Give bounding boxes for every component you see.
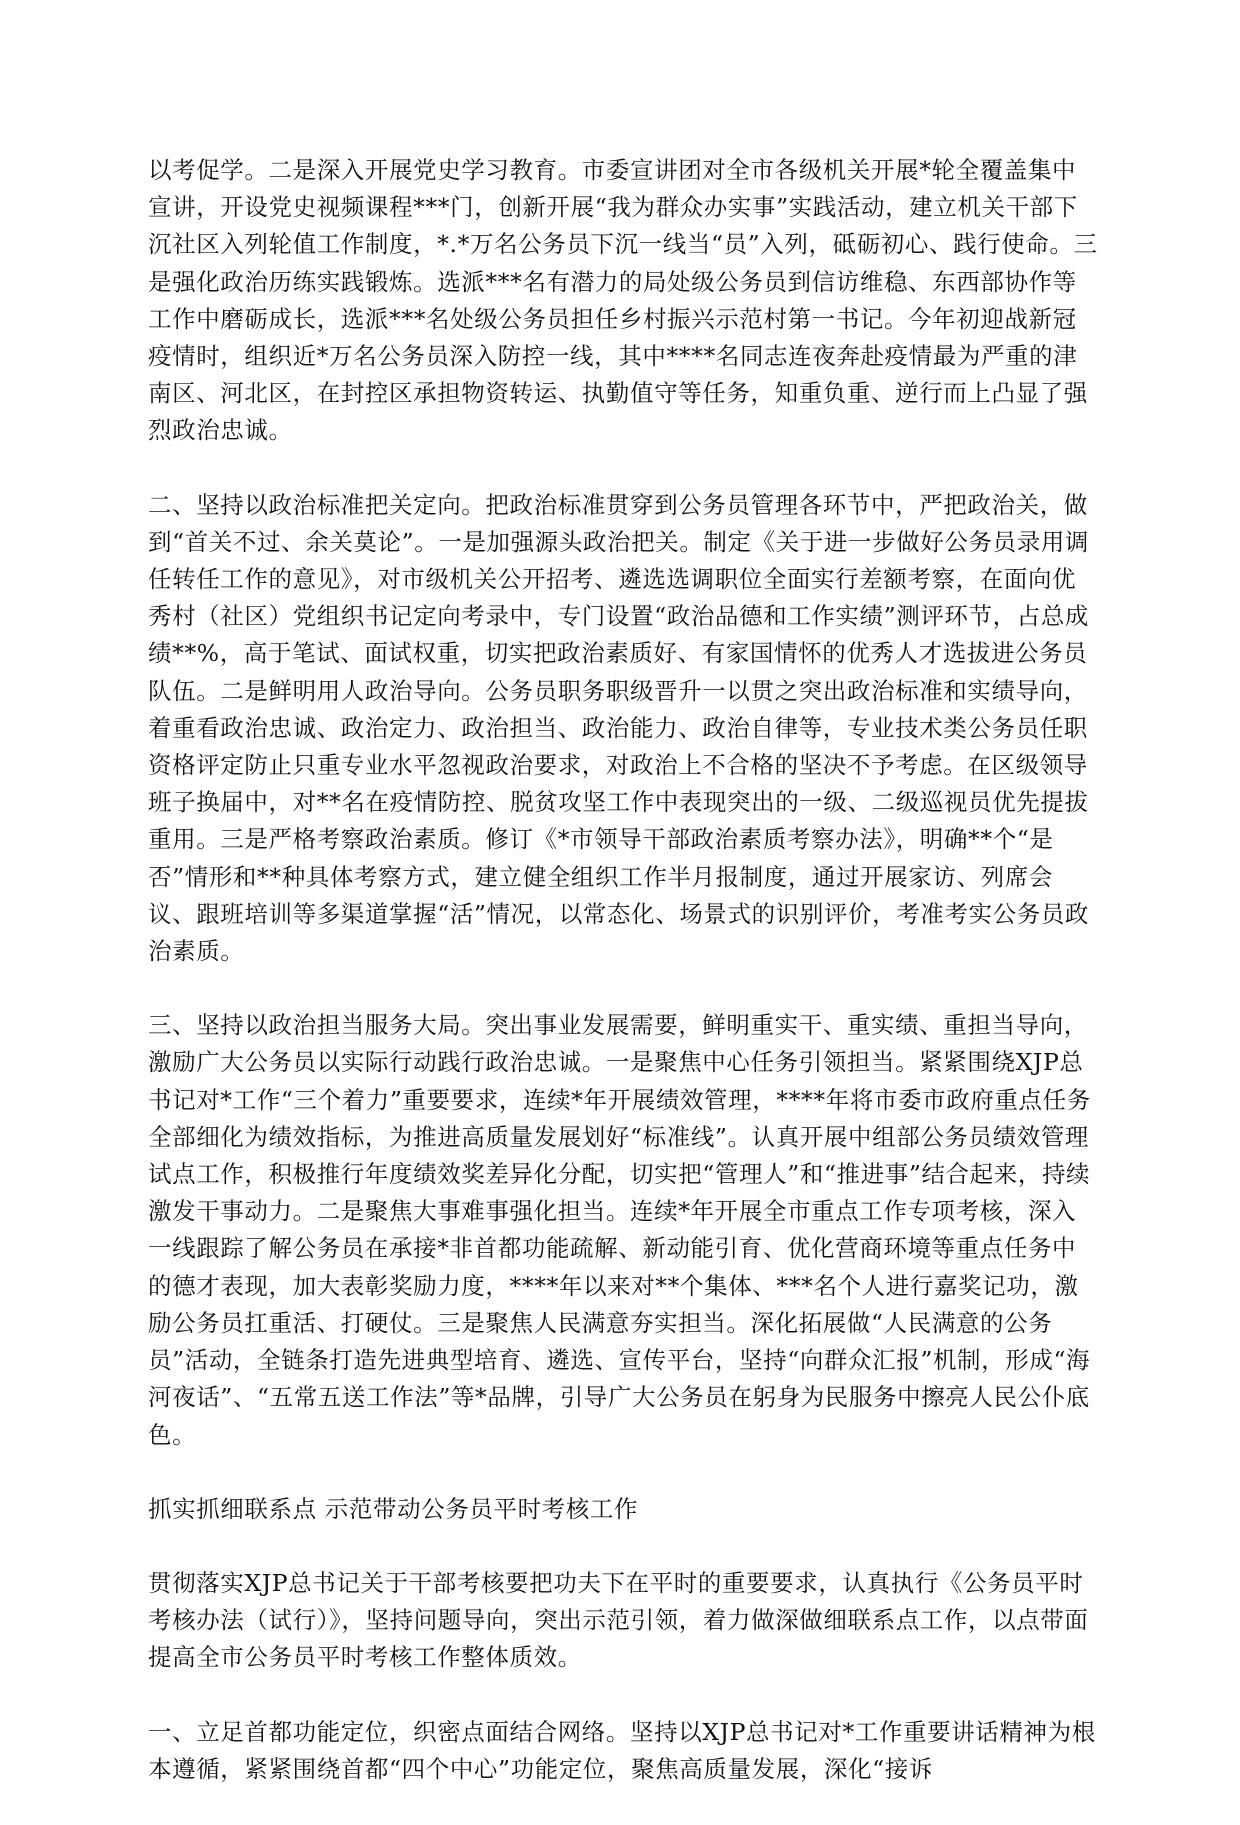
article-heading: 抓实抓细联系点 示范带动公务员平时考核工作 (148, 1494, 639, 1523)
paragraph-intro: 贯彻落实XJP总书记关于干部考核要把功夫下在平时的重要要求，认真执行《公务员平时考核办法（试行）》，坚持问题导向，突出示范引领，着力做深做细联系点工作，以点带面提高全市公务员平时考核工作整体质效。 (148, 1568, 1089, 1672)
paragraph-section-three: 三、坚持以政治担当服务大局。突出事业发展需要，鲜明重实干、重实绩、重担当导向，激励广大公务员以实际行动践行政治忠诚。一是聚焦中心任务引领担当。紧紧围绕XJP总书记对*工作“三个着力”重要要求，连续*年开展绩效管理，****年将市委市政府重点任务全部细化为绩效指标，为推进高质量发展划好“标准线”。认真开展中组部公务员绩效管理试点工作，积极推行年度绩效奖差异化分配，切实把“管理人”和“推进事”结合起来，持续激发干事动力。二是聚焦大事难事强化担当。连续*年开展全市重点工作专项考核，深入一线跟踪了解公务员在承接*非首都功能疏解、新动能引育、优化营商环境等重点任务中的德才表现，加大表彰奖励力度，****年以来对**个集体、***名个人进行嘉奖记功，激励公务员扛重活、打硬仗。三是聚焦人民满意夯实担当。深化拓展做“人民满意的公务员”活动，全链条打造先进典型培育、遴选、宣传平台，坚持“向群众汇报”机制，形成“海河夜话”、“五常五送工作法”等*品牌，引导广大公务员在躬身为民服务中擦亮人民公仆底色。 (148, 1011, 1091, 1449)
paragraph-section-two: 二、坚持以政治标准把关定向。把政治标准贯穿到公务员管理各环节中，严把政治关，做到“首关不过、余关莫论”。一是加强源头政治把关。制定《关于进一步做好公务员录用调任转任工作的意见》，对市级机关公开招考、遴选选调职位全面实行差额考察，在面向优秀村（社区）党组织书记定向考录中，专门设置“政治品德和工作实绩”测评环节，占总成绩**%，高于笔试、面试权重，切实把政治素质好、有家国情怀的优秀人才选拔进公务员队伍。二是鲜明用人政治导向。公务员职务职级晋升一以贯之突出政治标准和实绩导向，着重看政治忠诚、政治定力、政治担当、政治能力、政治自律等，专业技术类公务员任职资格评定防止只重专业水平忽视政治要求，对政治上不合格的坚决不予考虑。在区级领导班子换届中，对**名在疫情防控、脱贫攻坚工作中表现突出的一级、二级巡视员优先提拔重用。三是严格考察政治素质。修订《*市领导干部政治素质考察办法》，明确**个“是否”情形和**种具体考察方式，建立健全组织工作半月报制度，通过开展家访、列席会议、跟班培训等多渠道掌握“活”情况，以常态化、场景式的识别评价，考准考实公务员政治素质。 (148, 490, 1090, 966)
paragraph-continuation: 以考促学。二是深入开展党史学习教育。市委宣讲团对全市各级机关开展*轮全覆盖集中宣讲，开设党史视频课程***门，创新开展“我为群众办实事”实践活动，建立机关干部下沉社区入列轮值工作制度，*.*万名公务员下沉一线当“员”入列，砥砺初心、践行使命。三是强化政治历练实践锻炼。选派***名有潜力的局处级公务员到信访维稳、东西部协作等工作中磨砺成长，选派***名处级公务员担任乡村振兴示范村第一书记。今年初迎战新冠疫情时，组织近*万名公务员深入防控一线，其中****名同志连夜奔赴疫情最为严重的津南区、河北区，在封控区承担物资转运、执勤值守等任务，知重负重、逆行而上凸显了强烈政治忠诚。 (148, 156, 1098, 445)
paragraph-section-one: 一、立足首都功能定位，织密点面结合网络。坚持以XJP总书记对*工作重要讲话精神为根本遵循，紧紧围绕首都“四个中心”功能定位，聚焦高质量发展，深化“接诉 (148, 1717, 1096, 1783)
document-body (148, 152, 1098, 1825)
